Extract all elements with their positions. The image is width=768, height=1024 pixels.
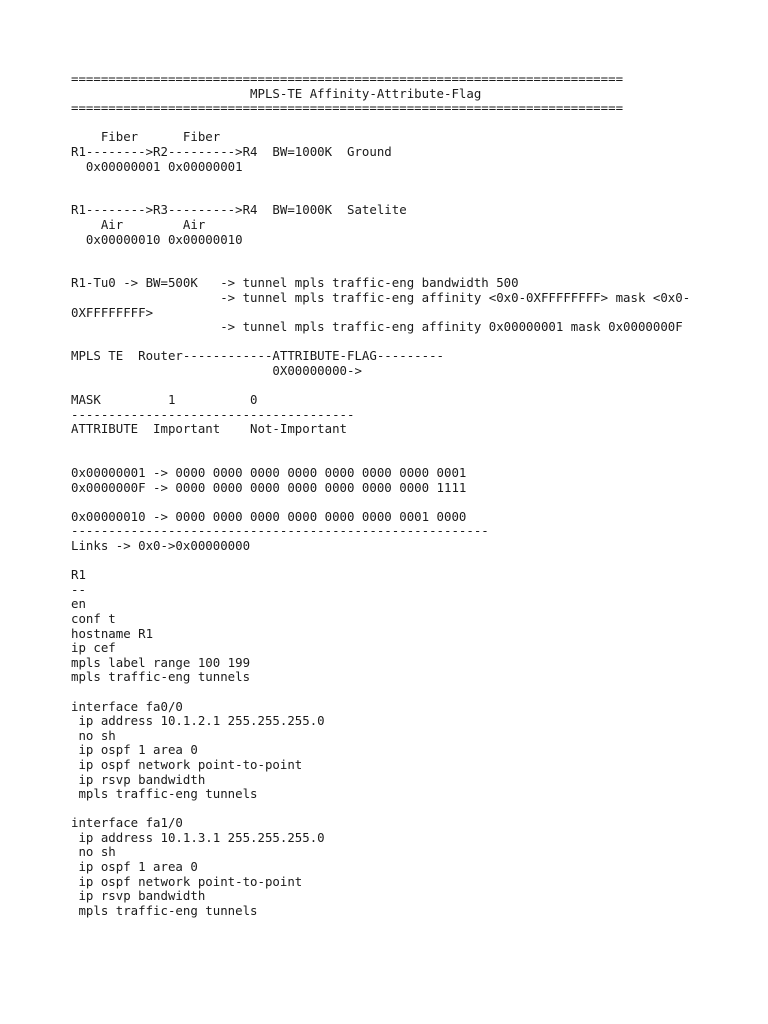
config-line: ip ospf 1 area 0 xyxy=(71,742,198,758)
satellite-path: R1-------->R3--------->R4 BW=1000K Satelite xyxy=(71,202,407,218)
text-line xyxy=(71,174,690,189)
config-line: mpls label range 100 199 xyxy=(71,654,251,670)
config-line: ip address 10.1.3.1 255.255.255.0 xyxy=(71,829,325,845)
config-line: ip cef xyxy=(71,640,116,656)
config-line: ip address 10.1.2.1 255.255.255.0 xyxy=(71,713,325,729)
config-line: ip rsvp bandwidth xyxy=(71,771,206,787)
config-line: ip rsvp bandwidth xyxy=(71,888,206,904)
text-line xyxy=(71,262,690,277)
binary-row-affinity: 0x00000001 -> 0000 0000 0000 0000 0000 0000 0000 0001 xyxy=(71,465,467,481)
ground-path-media: Fiber Fiber xyxy=(71,129,221,145)
mask-table-header: MASK 1 0 xyxy=(71,392,258,408)
config-line: ip ospf 1 area 0 xyxy=(71,859,198,875)
satellite-path-attributes: 0x00000010 0x00000010 xyxy=(71,231,243,247)
text-line xyxy=(71,189,690,204)
text-line xyxy=(71,335,690,350)
text-line xyxy=(71,802,690,817)
config-line: hostname R1 xyxy=(71,625,154,641)
config-line: mpls traffic-eng tunnels xyxy=(71,786,258,802)
interface-fa0-0-heading: interface fa0/0 xyxy=(71,698,183,714)
document-text xyxy=(71,72,690,918)
binary-rule: -------------------------------------------------------- xyxy=(71,523,489,539)
text-line xyxy=(71,247,690,262)
ground-path: R1-------->R2--------->R4 BW=1000K Ground xyxy=(71,143,392,159)
mask-table-row: ATTRIBUTE Important Not-Important xyxy=(71,421,348,437)
title-rule-top: ========================================================================== xyxy=(71,71,624,86)
text-line xyxy=(71,451,690,466)
attribute-flag-default: 0X00000000-> xyxy=(71,362,362,378)
mask-table-rule: -------------------------------------- xyxy=(71,406,355,422)
config-line: mpls traffic-eng tunnels xyxy=(71,669,251,685)
text-line xyxy=(71,685,690,700)
tunnel-affinity-syntax: -> tunnel mpls traffic-eng affinity <0x0-0XFFFFFFFF> mask <0x0- xyxy=(71,289,691,305)
config-line: no sh xyxy=(71,727,116,743)
binary-row-satellite: 0x00000010 -> 0000 0000 0000 0000 0000 0000 0001 0000 xyxy=(71,508,467,524)
text-line xyxy=(71,437,690,452)
text-line xyxy=(71,116,690,131)
text-line xyxy=(71,495,690,510)
satellite-path-media: Air Air xyxy=(71,216,206,232)
binary-row-mask: 0x0000000F -> 0000 0000 0000 0000 0000 0000 0000 1111 xyxy=(71,479,467,495)
config-line: ip ospf network point-to-point xyxy=(71,873,303,889)
links-default: Links -> 0x0->0x00000000 xyxy=(71,538,251,553)
ground-path-attributes: 0x00000001 0x00000001 xyxy=(71,158,243,174)
config-line: ip ospf network point-to-point xyxy=(71,756,303,772)
router-heading-rule: -- xyxy=(71,581,86,597)
interface-fa1-0-heading: interface fa1/0 xyxy=(71,815,183,831)
config-line: no sh xyxy=(71,844,116,860)
router-heading: R1 xyxy=(71,567,86,583)
config-line: conf t xyxy=(71,610,116,626)
config-line: mpls traffic-eng tunnels xyxy=(71,902,258,918)
attribute-flag-heading: MPLS TE Router------------ATTRIBUTE-FLAG--------- xyxy=(71,348,444,364)
tunnel-affinity-command: -> tunnel mpls traffic-eng affinity 0x00000001 mask 0x0000000F xyxy=(71,319,683,335)
document-title: MPLS-TE Affinity-Attribute-Flag xyxy=(71,85,482,101)
text-line xyxy=(71,554,690,569)
tunnel-bandwidth-command: R1-Tu0 -> BW=500K -> tunnel mpls traffic-eng bandwidth 500 xyxy=(71,275,519,291)
title-rule-bottom: ========================================================================== xyxy=(71,100,624,116)
tunnel-affinity-syntax-wrap: 0XFFFFFFFF> xyxy=(71,304,154,320)
text-line xyxy=(71,378,690,393)
config-line: en xyxy=(71,596,86,612)
